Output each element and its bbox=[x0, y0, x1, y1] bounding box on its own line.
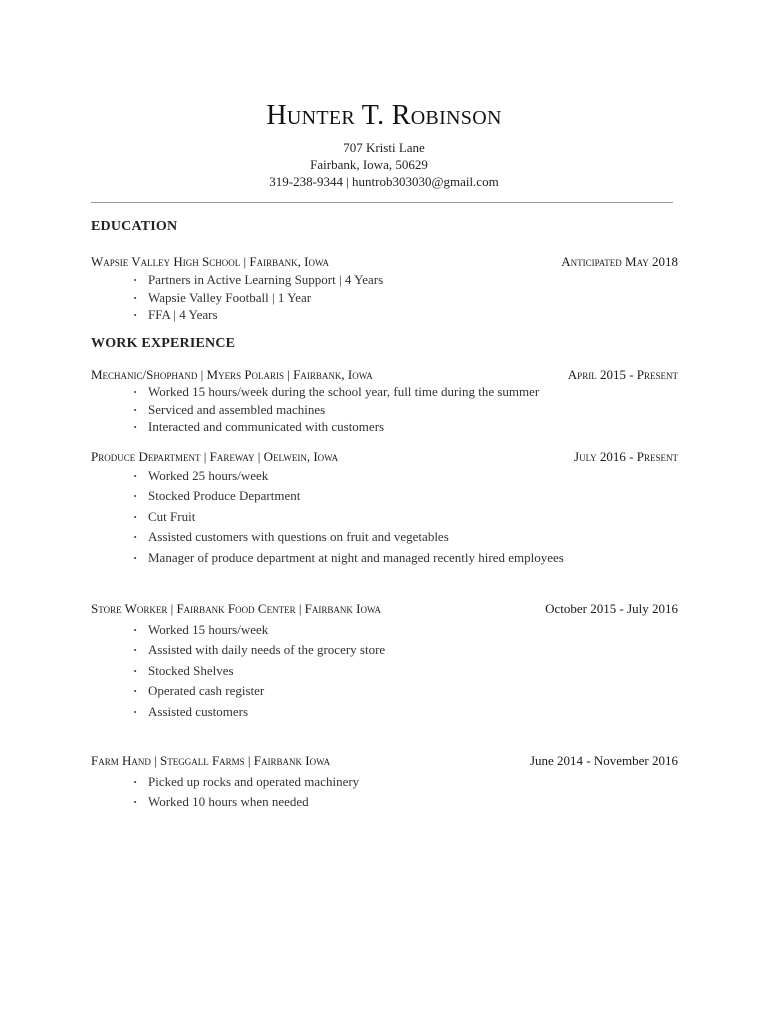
list-item: · Stocked Produce Department bbox=[131, 486, 564, 506]
job-bullets-mechanic bbox=[131, 383, 539, 436]
list-item: · Manager of produce department at night and managed recently hired employees bbox=[131, 548, 564, 568]
job-date: April 2015 - Present bbox=[567, 367, 678, 382]
list-item: · FFA | 4 Years bbox=[131, 306, 383, 324]
job-entry-produce bbox=[91, 449, 678, 467]
education-date: Anticipated May 2018 bbox=[561, 254, 678, 269]
job-title: Farm Hand | Steggall Farms | Fairbank Iowa bbox=[91, 753, 331, 768]
phone-email: 319-238-9344 | huntrob303030@gmail.com bbox=[269, 174, 499, 189]
list-item: · Serviced and assembled machines bbox=[131, 401, 539, 419]
education-entry bbox=[91, 254, 678, 272]
candidate-name: Hunter T. Robinson bbox=[266, 100, 502, 131]
job-date: June 2014 - November 2016 bbox=[529, 753, 678, 768]
job-date: July 2016 - Present bbox=[574, 449, 678, 464]
section-heading-work-experience: WORK EXPERIENCE bbox=[91, 336, 236, 351]
list-item: · Wapsie Valley Football | 1 Year bbox=[131, 289, 383, 307]
list-item: · Assisted with daily needs of the grocery store bbox=[131, 640, 385, 660]
job-date: October 2015 - July 2016 bbox=[545, 601, 678, 616]
job-title: Mechanic/Shophand | Myers Polaris | Fairbank, Iowa bbox=[91, 367, 373, 382]
education-school: Wapsie Valley High School | Fairbank, Iowa bbox=[91, 254, 329, 269]
list-item: · Operated cash register bbox=[131, 681, 385, 701]
job-bullets-farm-hand bbox=[131, 772, 359, 813]
list-item: · Cut Fruit bbox=[131, 507, 564, 527]
job-bullets-store-worker bbox=[131, 620, 385, 722]
list-item: · Worked 15 hours/week during the school year, full time during the summer bbox=[131, 383, 539, 401]
education-bullets bbox=[131, 271, 383, 324]
list-item: · Stocked Shelves bbox=[131, 661, 385, 681]
address-line-2: Fairbank, Iowa, 50629 bbox=[310, 157, 428, 172]
list-item: · Worked 10 hours when needed bbox=[131, 792, 359, 812]
list-item: · Picked up rocks and operated machinery bbox=[131, 772, 359, 792]
job-title: Produce Department | Fareway | Oelwein, Iowa bbox=[91, 449, 339, 464]
list-item: · Interacted and communicated with customers bbox=[131, 418, 539, 436]
list-item: · Worked 15 hours/week bbox=[131, 620, 385, 640]
header-divider bbox=[91, 202, 673, 203]
job-bullets-produce bbox=[131, 466, 564, 568]
list-item: · Worked 25 hours/week bbox=[131, 466, 564, 486]
address-line-1: 707 Kristi Lane bbox=[343, 140, 425, 155]
job-title: Store Worker | Fairbank Food Center | Fairbank Iowa bbox=[91, 601, 381, 616]
section-heading-education: EDUCATION bbox=[91, 219, 178, 234]
job-entry-farm-hand bbox=[91, 753, 678, 771]
list-item: · Partners in Active Learning Support | 4 Years bbox=[131, 271, 383, 289]
job-entry-store-worker bbox=[91, 601, 678, 619]
list-item: · Assisted customers with questions on fruit and vegetables bbox=[131, 527, 564, 547]
list-item: · Assisted customers bbox=[131, 702, 385, 722]
